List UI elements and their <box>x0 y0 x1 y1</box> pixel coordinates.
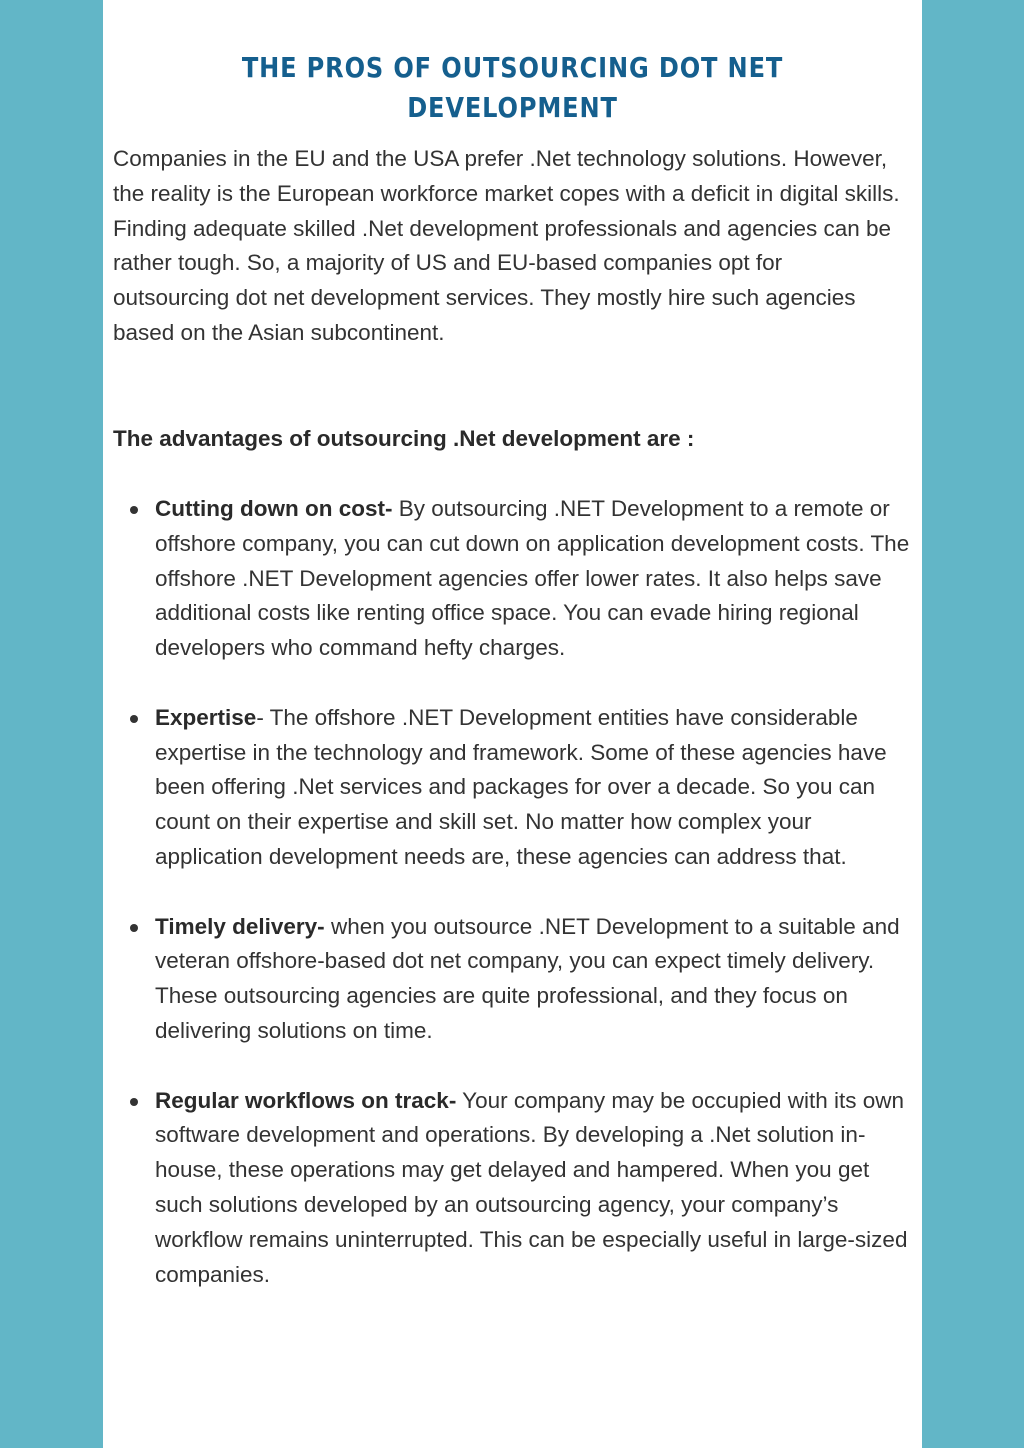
bullet-icon <box>130 506 138 514</box>
advantages-list <box>155 492 915 1327</box>
advantages-heading: The advantages of outsourcing .Net development are : <box>113 426 695 451</box>
item-text: - The offshore .NET Development entities have considerable expertise in the technology and framework. Some of these agencies have been offering .Net services and packages for over a decade. So you can count on their expertise and skill set. No matter how complex your application development needs are, these agencies can address that. <box>155 704 887 869</box>
item-text: Your company may be occupied with its own software development and operations. By developing a .Net solution in-house, these operations may get delayed and hampered. When you get such solutions developed by an outsourcing agency, your company’s workflow remains uninterrupted. This can be especially useful in large-sized companies. <box>155 1087 908 1287</box>
document-title: THE PROS OF OUTSOURCING DOT NET DEVELOPMENT <box>241 51 784 124</box>
list-item-timely-delivery <box>155 910 915 1049</box>
list-item-cost <box>155 492 915 666</box>
item-lead: Expertise <box>155 704 257 730</box>
bullet-icon <box>130 1098 138 1106</box>
document-page <box>103 0 922 1448</box>
list-item-workflows <box>155 1084 915 1293</box>
item-text: By outsourcing .NET Development to a remote or offshore company, you can cut down on application development costs. The offshore .NET Development agencies offer lower rates. It also helps save additional costs like renting office space. You can evade hiring regional developers who command hefty charges. <box>155 496 910 661</box>
item-text: when you outsource .NET Development to a suitable and veteran offshore-based dot net company, you can expect timely delivery. These outsourcing agencies are quite professional, and they focus on delivering solutions on time. <box>155 913 900 1043</box>
item-lead: Timely delivery- <box>155 913 325 939</box>
list-item-expertise <box>155 701 915 875</box>
item-lead: Cutting down on cost- <box>155 496 393 521</box>
bullet-icon <box>130 715 138 723</box>
item-lead: Regular workflows on track- <box>155 1087 457 1113</box>
intro-paragraph: Companies in the EU and the USA prefer .Net technology solutions. However, the reality is the European workforce market copes with a deficit in digital skills. Finding adequate skilled .Net development professionals and agencies can be rather tough. So, a majority of US and EU-based companies opt for outsourcing dot net development services. They mostly hire such agencies based on the Asian subcontinent. <box>113 146 900 345</box>
bullet-icon <box>130 924 138 932</box>
